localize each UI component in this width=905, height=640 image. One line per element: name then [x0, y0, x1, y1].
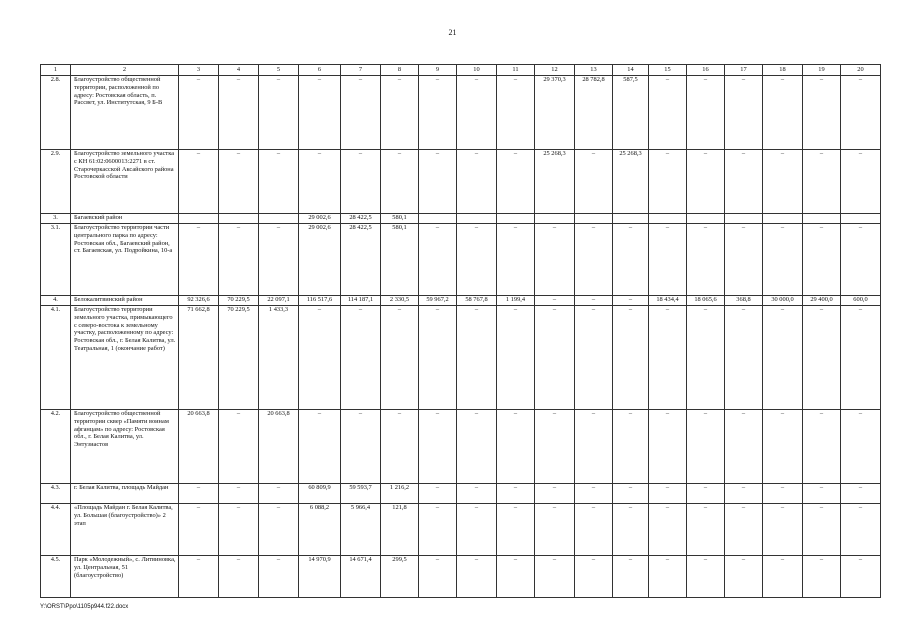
table-row [41, 296, 881, 306]
row-description: Благоустройство общественной территории сквер «Памяти воинам афганцам» по адресу: Ростовская обл., г. Белая Калитва, ул. Энтузиастов [71, 410, 179, 484]
value-cell: 28 422,5 [341, 224, 381, 296]
row-number: 4.2. [41, 410, 71, 484]
value-cell: – [803, 224, 841, 296]
value-cell: 114 187,1 [341, 296, 381, 306]
value-cell: – [179, 504, 219, 556]
value-cell [803, 214, 841, 224]
value-cell: – [841, 504, 881, 556]
table-row [41, 306, 881, 410]
value-cell: 59 593,7 [341, 484, 381, 504]
row-description: Парк «Молодежный», с. Литвиновка, ул. Центральная, 51 (благоустройство) [71, 556, 179, 598]
value-cell: 368,8 [725, 296, 763, 306]
value-cell: – [841, 150, 881, 214]
column-header: 14 [613, 65, 649, 76]
value-cell: – [803, 484, 841, 504]
table-row [41, 76, 881, 150]
table-row [41, 410, 881, 484]
value-cell: – [649, 76, 687, 150]
value-cell: – [725, 150, 763, 214]
value-cell: – [649, 306, 687, 410]
value-cell: 29 002,6 [299, 214, 341, 224]
value-cell: – [219, 150, 259, 214]
value-cell: – [457, 76, 497, 150]
value-cell: – [419, 306, 457, 410]
value-cell: – [419, 410, 457, 484]
value-cell: – [575, 410, 613, 484]
value-cell: – [219, 556, 259, 598]
value-cell: – [575, 306, 613, 410]
value-cell: – [725, 556, 763, 598]
value-cell: – [219, 224, 259, 296]
table-body [41, 65, 881, 598]
value-cell: – [803, 556, 841, 598]
value-cell [259, 214, 299, 224]
value-cell [219, 214, 259, 224]
value-cell: – [179, 150, 219, 214]
value-cell: 116 517,6 [299, 296, 341, 306]
budget-table [40, 64, 881, 598]
value-cell: – [259, 76, 299, 150]
value-cell: – [381, 410, 419, 484]
value-cell: – [763, 410, 803, 484]
column-header: 9 [419, 65, 457, 76]
value-cell: – [763, 76, 803, 150]
value-cell: – [763, 306, 803, 410]
value-cell: – [687, 150, 725, 214]
value-cell: – [575, 556, 613, 598]
table-row [41, 484, 881, 504]
value-cell: – [649, 150, 687, 214]
column-number-row [41, 65, 881, 76]
value-cell: – [259, 504, 299, 556]
row-description: Благоустройство общественной территории, расположенной по адресу: Ростовская область, п. Рассвет, ул. Институтская, 9 Б-В [71, 76, 179, 150]
value-cell: – [497, 150, 535, 214]
value-cell: 587,5 [613, 76, 649, 150]
value-cell: – [497, 224, 535, 296]
value-cell: 28 782,8 [575, 76, 613, 150]
value-cell: 1 433,3 [259, 306, 299, 410]
value-cell: – [613, 556, 649, 598]
value-cell: 29 370,3 [535, 76, 575, 150]
value-cell: – [341, 76, 381, 150]
value-cell [179, 214, 219, 224]
value-cell: – [725, 224, 763, 296]
row-description: Благоустройство территории части центрального парка по адресу: Ростовская обл., Багаевский район, ст. Багаевская, ул. Подройкина, 10-а [71, 224, 179, 296]
value-cell: – [575, 484, 613, 504]
page-number: 21 [448, 28, 457, 37]
row-number: 4.3. [41, 484, 71, 504]
value-cell: – [497, 484, 535, 504]
value-cell: 2 330,5 [381, 296, 419, 306]
value-cell: – [649, 504, 687, 556]
value-cell: – [535, 556, 575, 598]
value-cell: – [613, 504, 649, 556]
value-cell: – [219, 410, 259, 484]
column-header: 17 [725, 65, 763, 76]
value-cell: 18 065,6 [687, 296, 725, 306]
row-description: Белокалитвинский район [71, 296, 179, 306]
value-cell: – [763, 504, 803, 556]
value-cell: – [613, 224, 649, 296]
value-cell: – [803, 410, 841, 484]
value-cell: 121,8 [381, 504, 419, 556]
value-cell: – [259, 224, 299, 296]
value-cell: – [803, 504, 841, 556]
column-header: 15 [649, 65, 687, 76]
value-cell: 58 767,8 [457, 296, 497, 306]
value-cell: – [687, 76, 725, 150]
value-cell: – [299, 76, 341, 150]
value-cell: 70 229,5 [219, 296, 259, 306]
value-cell: – [381, 306, 419, 410]
row-number: 2.9. [41, 150, 71, 214]
value-cell: – [419, 224, 457, 296]
value-cell: – [381, 76, 419, 150]
column-header: 19 [803, 65, 841, 76]
value-cell: 25 268,3 [613, 150, 649, 214]
value-cell: – [497, 410, 535, 484]
value-cell: – [219, 504, 259, 556]
value-cell: – [497, 306, 535, 410]
value-cell: 1 199,4 [497, 296, 535, 306]
column-header: 5 [259, 65, 299, 76]
value-cell: 5 966,4 [341, 504, 381, 556]
column-header: 11 [497, 65, 535, 76]
row-number: 3. [41, 214, 71, 224]
value-cell: – [649, 224, 687, 296]
value-cell: – [419, 76, 457, 150]
value-cell: – [841, 410, 881, 484]
column-header: 1 [41, 65, 71, 76]
value-cell: – [803, 306, 841, 410]
value-cell: – [575, 224, 613, 296]
table-row [41, 504, 881, 556]
value-cell: – [687, 410, 725, 484]
value-cell: – [179, 556, 219, 598]
column-header: 20 [841, 65, 881, 76]
value-cell: 1 216,2 [381, 484, 419, 504]
value-cell: – [649, 484, 687, 504]
value-cell: – [687, 556, 725, 598]
value-cell: – [457, 484, 497, 504]
table-row [41, 556, 881, 598]
value-cell: – [763, 484, 803, 504]
value-cell: – [687, 504, 725, 556]
column-header: 18 [763, 65, 803, 76]
column-header: 6 [299, 65, 341, 76]
value-cell: – [457, 556, 497, 598]
value-cell: – [299, 306, 341, 410]
value-cell: – [613, 484, 649, 504]
value-cell: 28 422,5 [341, 214, 381, 224]
row-number: 2.8. [41, 76, 71, 150]
value-cell: 14 970,9 [299, 556, 341, 598]
column-header: 7 [341, 65, 381, 76]
value-cell: – [649, 556, 687, 598]
column-header: 13 [575, 65, 613, 76]
value-cell: – [381, 150, 419, 214]
value-cell: – [341, 410, 381, 484]
value-cell: – [803, 150, 841, 214]
value-cell: – [725, 484, 763, 504]
value-cell: 25 268,3 [535, 150, 575, 214]
value-cell: – [535, 504, 575, 556]
value-cell: 580,1 [381, 224, 419, 296]
value-cell: 6 088,2 [299, 504, 341, 556]
value-cell: – [179, 484, 219, 504]
value-cell: 29 400,0 [803, 296, 841, 306]
row-number: 4.1. [41, 306, 71, 410]
value-cell: – [535, 410, 575, 484]
value-cell: – [457, 410, 497, 484]
row-description: Благоустройство земельного участка с КН 61:02:0600013:2271 в ст. Старочеркасской Аксайского района Ростовской области [71, 150, 179, 214]
row-number: 4.4. [41, 504, 71, 556]
value-cell: – [687, 484, 725, 504]
row-number: 4.5. [41, 556, 71, 598]
value-cell [613, 214, 649, 224]
table-row [41, 224, 881, 296]
row-number: 4. [41, 296, 71, 306]
row-description: Благоустройство территории земельного участка, примыкающего с северо-востока к земельному участку, расположенному по адресу: Ростовская обл., г. Белая Калитва, ул. Театральная, 1 (окончание работ) [71, 306, 179, 410]
value-cell: 20 663,8 [259, 410, 299, 484]
value-cell: – [725, 76, 763, 150]
value-cell: 70 229,5 [219, 306, 259, 410]
value-cell: – [535, 484, 575, 504]
value-cell: 71 662,8 [179, 306, 219, 410]
value-cell: – [457, 306, 497, 410]
value-cell: – [535, 306, 575, 410]
value-cell: 20 663,8 [179, 410, 219, 484]
value-cell: 18 434,4 [649, 296, 687, 306]
value-cell: 29 002,6 [299, 224, 341, 296]
value-cell: – [419, 150, 457, 214]
value-cell: – [535, 296, 575, 306]
value-cell: – [725, 410, 763, 484]
value-cell: – [687, 306, 725, 410]
table-row [41, 150, 881, 214]
value-cell: – [497, 556, 535, 598]
value-cell: – [497, 76, 535, 150]
value-cell: – [763, 150, 803, 214]
value-cell: 60 809,9 [299, 484, 341, 504]
value-cell [687, 214, 725, 224]
value-cell: 30 000,0 [763, 296, 803, 306]
value-cell: – [259, 556, 299, 598]
value-cell: 92 326,6 [179, 296, 219, 306]
row-description: г. Белая Калитва, площадь Майдан [71, 484, 179, 504]
value-cell: – [219, 484, 259, 504]
value-cell: – [179, 224, 219, 296]
row-description: Багаевский район [71, 214, 179, 224]
value-cell: – [341, 150, 381, 214]
value-cell: – [803, 76, 841, 150]
column-header: 4 [219, 65, 259, 76]
value-cell [457, 214, 497, 224]
value-cell: – [613, 410, 649, 484]
value-cell: – [535, 224, 575, 296]
row-description: «Площадь Майдан г. Белая Калитва, ул. Большая (благоустройство)» 2 этап [71, 504, 179, 556]
column-header: 3 [179, 65, 219, 76]
value-cell [841, 214, 881, 224]
value-cell: – [457, 224, 497, 296]
value-cell: – [457, 150, 497, 214]
value-cell: – [649, 410, 687, 484]
value-cell: 22 097,1 [259, 296, 299, 306]
column-header: 2 [71, 65, 179, 76]
value-cell: – [259, 484, 299, 504]
value-cell: – [841, 224, 881, 296]
value-cell: – [419, 504, 457, 556]
value-cell: 600,0 [841, 296, 881, 306]
value-cell: – [613, 306, 649, 410]
value-cell: 59 967,2 [419, 296, 457, 306]
value-cell: – [419, 484, 457, 504]
value-cell: – [299, 410, 341, 484]
value-cell: – [841, 76, 881, 150]
value-cell [575, 214, 613, 224]
value-cell: 14 671,4 [341, 556, 381, 598]
value-cell: – [179, 76, 219, 150]
value-cell [725, 214, 763, 224]
column-header: 8 [381, 65, 419, 76]
value-cell: – [219, 76, 259, 150]
value-cell: – [841, 306, 881, 410]
value-cell [497, 214, 535, 224]
value-cell [535, 214, 575, 224]
value-cell: – [725, 504, 763, 556]
value-cell: – [457, 504, 497, 556]
value-cell: 580,1 [381, 214, 419, 224]
row-number: 3.1. [41, 224, 71, 296]
value-cell [649, 214, 687, 224]
column-header: 12 [535, 65, 575, 76]
table-row [41, 214, 881, 224]
value-cell: – [763, 224, 803, 296]
value-cell: – [841, 556, 881, 598]
value-cell: – [575, 296, 613, 306]
value-cell: – [575, 504, 613, 556]
value-cell: – [497, 504, 535, 556]
value-cell: – [259, 150, 299, 214]
value-cell: – [841, 484, 881, 504]
column-header: 16 [687, 65, 725, 76]
value-cell: – [341, 306, 381, 410]
value-cell: – [687, 224, 725, 296]
value-cell: – [299, 150, 341, 214]
footer-file-path: Y:\ORST\Ppo\1105p944.f22.docx [40, 604, 129, 610]
value-cell: – [763, 556, 803, 598]
value-cell [419, 214, 457, 224]
value-cell [763, 214, 803, 224]
value-cell: – [613, 296, 649, 306]
column-header: 10 [457, 65, 497, 76]
budget-table-container [40, 64, 868, 602]
value-cell: 299,5 [381, 556, 419, 598]
value-cell: – [419, 556, 457, 598]
value-cell: – [575, 150, 613, 214]
value-cell: – [725, 306, 763, 410]
